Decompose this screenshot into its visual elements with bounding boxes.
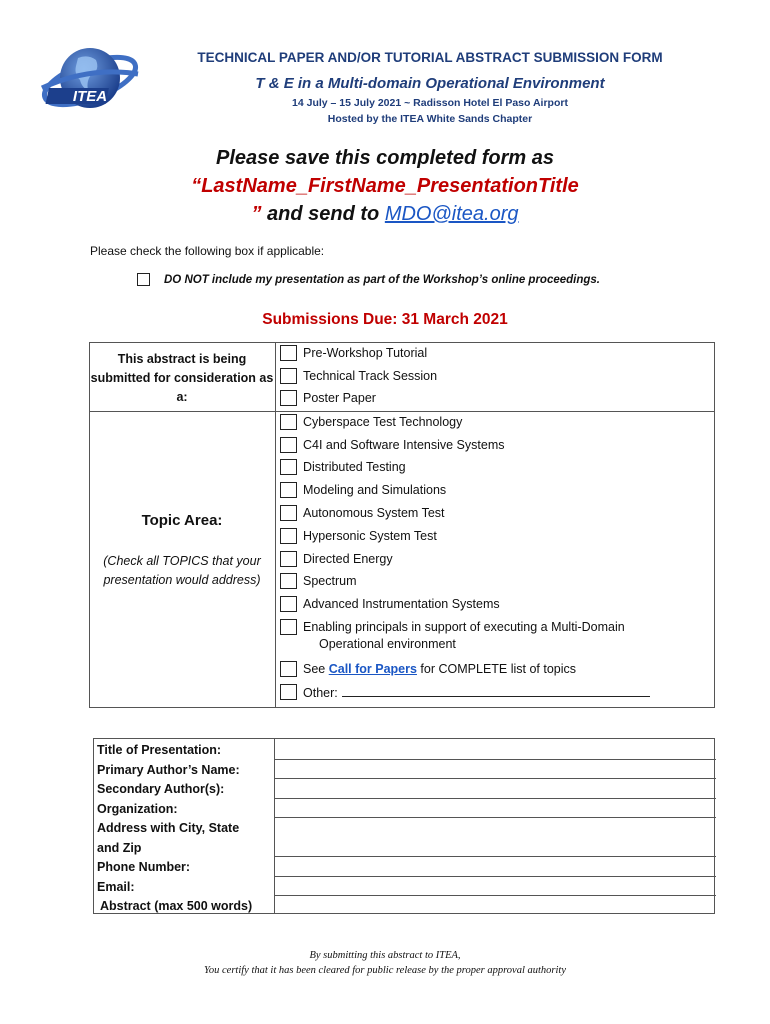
event-host: Hosted by the ITEA White Sands Chapter bbox=[327, 113, 533, 125]
checkbox[interactable] bbox=[280, 661, 297, 677]
logo-text: ITEA bbox=[72, 88, 108, 105]
topic-c4i[interactable]: C4I and Software Intensive Systems bbox=[280, 437, 504, 454]
field-organization-label: Organization: bbox=[97, 801, 178, 816]
topic-enabling-principals[interactable]: Enabling principals in support of executing a Multi-Domain Operational environment bbox=[280, 619, 625, 653]
author-info-labels bbox=[97, 741, 275, 917]
itea-logo bbox=[40, 36, 140, 126]
field-address-label: Address with City, State bbox=[97, 821, 240, 835]
checkbox[interactable] bbox=[280, 505, 297, 521]
and-send-text: and send to bbox=[261, 203, 385, 225]
proceedings-checkbox[interactable] bbox=[137, 273, 150, 286]
save-line-3 bbox=[140, 200, 630, 228]
checkbox[interactable] bbox=[280, 368, 297, 384]
topic-area-instructions: (Check all TOPICS that your presentation would address) bbox=[103, 554, 261, 587]
checkbox[interactable] bbox=[280, 684, 297, 700]
topic-modeling[interactable]: Modeling and Simulations bbox=[280, 482, 446, 499]
checkbox[interactable] bbox=[280, 459, 297, 475]
checkbox[interactable] bbox=[280, 437, 297, 453]
other-input[interactable] bbox=[342, 684, 650, 697]
field-phone-label: Phone Number: bbox=[97, 860, 191, 874]
topic-see-call-for-papers[interactable]: See Call for Papers for COMPLETE list of topics bbox=[280, 661, 576, 678]
email-link[interactable]: MDO@itea.org bbox=[384, 203, 519, 225]
consideration-label: This abstract is being submitted for consideration as a: bbox=[90, 352, 274, 404]
field-title-label: Title of Presentation: bbox=[97, 743, 222, 757]
save-filename: “LastName_FirstName_PresentationTitle bbox=[191, 175, 579, 197]
topic-cyberspace[interactable]: Cyberspace Test Technology bbox=[280, 414, 462, 431]
footer-line-1: By submitting this abstract to ITEA, bbox=[309, 950, 461, 961]
topic-autonomous[interactable]: Autonomous System Test bbox=[280, 505, 445, 522]
form-title: TECHNICAL PAPER AND/OR TUTORIAL ABSTRACT SUBMISSION FORM bbox=[197, 50, 663, 65]
event-title: T & E in a Multi-domain Operational Environment bbox=[255, 75, 605, 92]
event-dates: 14 July – 15 July 2021 ~ Radisson Hotel El Paso Airport bbox=[292, 97, 568, 109]
topic-spectrum[interactable]: Spectrum bbox=[280, 573, 357, 590]
checkbox[interactable] bbox=[280, 482, 297, 498]
topic-directed-energy[interactable]: Directed Energy bbox=[280, 551, 393, 568]
checkbox[interactable] bbox=[280, 551, 297, 567]
topic-instrumentation[interactable]: Advanced Instrumentation Systems bbox=[280, 596, 500, 613]
check-intro: Please check the following box if applicable: bbox=[90, 244, 325, 258]
field-address-label-cont: and Zip bbox=[97, 840, 142, 855]
field-primary-author-label: Primary Author’s Name: bbox=[97, 762, 240, 777]
checkbox[interactable] bbox=[280, 596, 297, 612]
option-poster-paper[interactable]: Poster Paper bbox=[280, 390, 376, 407]
field-abstract-label: Abstract (max 500 words) bbox=[97, 899, 253, 913]
field-email-label: Email: bbox=[97, 879, 135, 894]
topic-other[interactable]: Other: bbox=[280, 684, 650, 702]
checkbox[interactable] bbox=[280, 619, 297, 635]
checkbox[interactable] bbox=[280, 390, 297, 406]
checkbox[interactable] bbox=[280, 528, 297, 544]
field-secondary-authors-label: Secondary Author(s): bbox=[97, 782, 225, 796]
option-pre-workshop-tutorial[interactable]: Pre-Workshop Tutorial bbox=[280, 345, 427, 362]
topic-distributed-testing[interactable]: Distributed Testing bbox=[280, 459, 406, 476]
save-line-1: Please save this completed form as bbox=[216, 147, 554, 169]
proceedings-label: DO NOT include my presentation as part of the Workshop’s online proceedings. bbox=[164, 274, 601, 286]
topic-area-heading: Topic Area: bbox=[141, 512, 223, 529]
checkbox[interactable] bbox=[280, 573, 297, 589]
option-technical-track[interactable]: Technical Track Session bbox=[280, 368, 437, 385]
call-for-papers-link[interactable]: Call for Papers bbox=[328, 662, 417, 676]
closing-quote: ” bbox=[251, 203, 262, 225]
footer-line-2: You certify that it has been cleared for public release by the proper approval authority bbox=[204, 965, 566, 976]
topic-hypersonic[interactable]: Hypersonic System Test bbox=[280, 528, 437, 545]
checkbox[interactable] bbox=[280, 345, 297, 361]
checkbox[interactable] bbox=[280, 414, 297, 430]
submission-deadline: Submissions Due: 31 March 2021 bbox=[262, 311, 508, 328]
save-instructions bbox=[140, 144, 630, 228]
